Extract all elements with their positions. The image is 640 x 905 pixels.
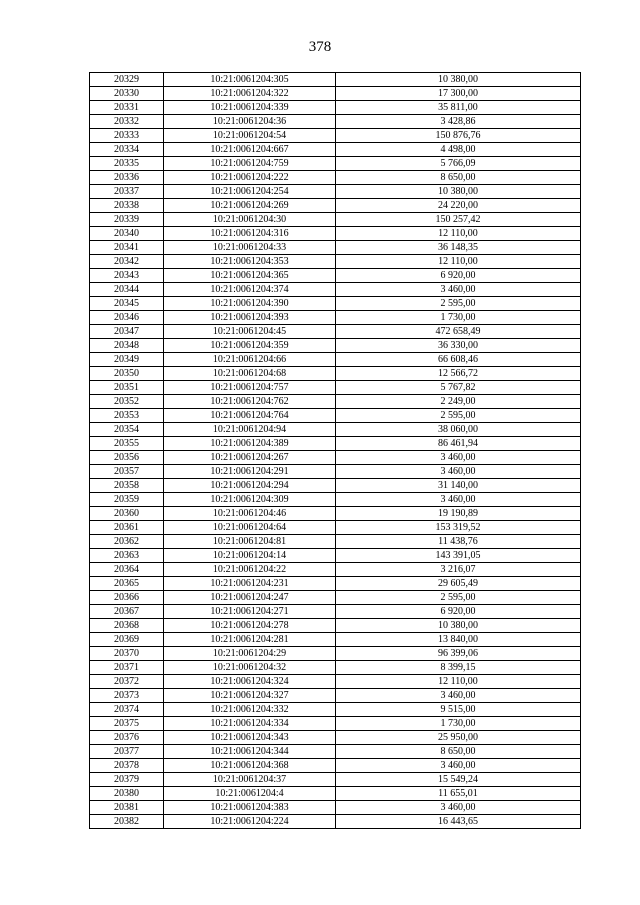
row-number-cell: 20331 [90,101,164,115]
table-row [90,549,581,563]
cadastral-number-cell: 10:21:0061204:334 [164,717,336,731]
value-cell: 153 319,52 [336,521,581,535]
value-cell: 3 460,00 [336,759,581,773]
row-number-cell: 20344 [90,283,164,297]
row-number-cell: 20365 [90,577,164,591]
table-row [90,325,581,339]
cadastral-number-cell: 10:21:0061204:309 [164,493,336,507]
value-cell: 66 608,46 [336,353,581,367]
row-number-cell: 20358 [90,479,164,493]
row-number-cell: 20379 [90,773,164,787]
row-number-cell: 20342 [90,255,164,269]
cadastral-number-cell: 10:21:0061204:64 [164,521,336,535]
cadastral-number-cell: 10:21:0061204:353 [164,255,336,269]
table-row [90,703,581,717]
cadastral-number-cell: 10:21:0061204:30 [164,213,336,227]
value-cell: 4 498,00 [336,143,581,157]
value-cell: 6 920,00 [336,269,581,283]
table-row [90,437,581,451]
value-cell: 150 257,42 [336,213,581,227]
value-cell: 35 811,00 [336,101,581,115]
value-cell: 2 595,00 [336,591,581,605]
cadastral-number-cell: 10:21:0061204:45 [164,325,336,339]
table-row [90,605,581,619]
cadastral-number-cell: 10:21:0061204:365 [164,269,336,283]
value-cell: 8 650,00 [336,745,581,759]
value-cell: 1 730,00 [336,311,581,325]
row-number-cell: 20374 [90,703,164,717]
table-row [90,689,581,703]
row-number-cell: 20353 [90,409,164,423]
row-number-cell: 20377 [90,745,164,759]
table-row [90,129,581,143]
cadastral-value-table [89,72,581,829]
cadastral-number-cell: 10:21:0061204:278 [164,619,336,633]
cadastral-number-cell: 10:21:0061204:368 [164,759,336,773]
row-number-cell: 20338 [90,199,164,213]
value-cell: 8 650,00 [336,171,581,185]
cadastral-number-cell: 10:21:0061204:383 [164,801,336,815]
table-row [90,773,581,787]
value-cell: 150 876,76 [336,129,581,143]
row-number-cell: 20354 [90,423,164,437]
row-number-cell: 20363 [90,549,164,563]
cadastral-number-cell: 10:21:0061204:231 [164,577,336,591]
cadastral-number-cell: 10:21:0061204:324 [164,675,336,689]
cadastral-number-cell: 10:21:0061204:327 [164,689,336,703]
row-number-cell: 20380 [90,787,164,801]
table-row [90,633,581,647]
table-row [90,451,581,465]
table-row [90,787,581,801]
value-cell: 12 566,72 [336,367,581,381]
value-cell: 13 840,00 [336,633,581,647]
value-cell: 5 766,09 [336,157,581,171]
cadastral-number-cell: 10:21:0061204:294 [164,479,336,493]
table-row [90,675,581,689]
row-number-cell: 20347 [90,325,164,339]
table-row [90,311,581,325]
value-cell: 2 595,00 [336,297,581,311]
table-row [90,409,581,423]
cadastral-number-cell: 10:21:0061204:393 [164,311,336,325]
cadastral-number-cell: 10:21:0061204:32 [164,661,336,675]
value-cell: 25 950,00 [336,731,581,745]
row-number-cell: 20382 [90,815,164,829]
table-row [90,367,581,381]
value-cell: 9 515,00 [336,703,581,717]
table-row [90,255,581,269]
row-number-cell: 20337 [90,185,164,199]
value-cell: 10 380,00 [336,73,581,87]
cadastral-number-cell: 10:21:0061204:339 [164,101,336,115]
value-cell: 3 216,07 [336,563,581,577]
value-cell: 3 460,00 [336,451,581,465]
row-number-cell: 20351 [90,381,164,395]
cadastral-number-cell: 10:21:0061204:46 [164,507,336,521]
value-cell: 36 148,35 [336,241,581,255]
value-cell: 3 460,00 [336,283,581,297]
table-row [90,801,581,815]
table-row [90,87,581,101]
cadastral-number-cell: 10:21:0061204:68 [164,367,336,381]
cadastral-number-cell: 10:21:0061204:762 [164,395,336,409]
cadastral-number-cell: 10:21:0061204:267 [164,451,336,465]
row-number-cell: 20357 [90,465,164,479]
cadastral-number-cell: 10:21:0061204:14 [164,549,336,563]
cadastral-number-cell: 10:21:0061204:94 [164,423,336,437]
table-row [90,507,581,521]
value-cell: 10 380,00 [336,619,581,633]
cadastral-number-cell: 10:21:0061204:305 [164,73,336,87]
value-cell: 12 110,00 [336,227,581,241]
row-number-cell: 20348 [90,339,164,353]
cadastral-number-cell: 10:21:0061204:359 [164,339,336,353]
table-row [90,73,581,87]
cadastral-number-cell: 10:21:0061204:222 [164,171,336,185]
cadastral-number-cell: 10:21:0061204:33 [164,241,336,255]
table-row [90,241,581,255]
row-number-cell: 20369 [90,633,164,647]
row-number-cell: 20340 [90,227,164,241]
value-cell: 11 655,01 [336,787,581,801]
cadastral-number-cell: 10:21:0061204:332 [164,703,336,717]
table-row [90,577,581,591]
value-cell: 143 391,05 [336,549,581,563]
row-number-cell: 20345 [90,297,164,311]
row-number-cell: 20332 [90,115,164,129]
table-row [90,521,581,535]
table-row [90,619,581,633]
value-cell: 17 300,00 [336,87,581,101]
row-number-cell: 20378 [90,759,164,773]
cadastral-number-cell: 10:21:0061204:37 [164,773,336,787]
row-number-cell: 20349 [90,353,164,367]
table-row [90,171,581,185]
row-number-cell: 20381 [90,801,164,815]
value-cell: 11 438,76 [336,535,581,549]
value-cell: 29 605,49 [336,577,581,591]
row-number-cell: 20360 [90,507,164,521]
cadastral-number-cell: 10:21:0061204:291 [164,465,336,479]
row-number-cell: 20372 [90,675,164,689]
cadastral-number-cell: 10:21:0061204:29 [164,647,336,661]
table-row [90,185,581,199]
table-row [90,297,581,311]
table-row [90,353,581,367]
row-number-cell: 20330 [90,87,164,101]
row-number-cell: 20356 [90,451,164,465]
value-cell: 1 730,00 [336,717,581,731]
table-row [90,563,581,577]
table-row [90,759,581,773]
table-row [90,591,581,605]
row-number-cell: 20364 [90,563,164,577]
table-row [90,647,581,661]
cadastral-number-cell: 10:21:0061204:54 [164,129,336,143]
value-cell: 15 549,24 [336,773,581,787]
row-number-cell: 20343 [90,269,164,283]
cadastral-number-cell: 10:21:0061204:344 [164,745,336,759]
row-number-cell: 20376 [90,731,164,745]
table-row [90,465,581,479]
table-row [90,157,581,171]
cadastral-number-cell: 10:21:0061204:271 [164,605,336,619]
value-cell: 5 767,82 [336,381,581,395]
table-row [90,143,581,157]
table-row [90,493,581,507]
row-number-cell: 20373 [90,689,164,703]
table-row [90,213,581,227]
cadastral-number-cell: 10:21:0061204:374 [164,283,336,297]
cadastral-number-cell: 10:21:0061204:269 [164,199,336,213]
row-number-cell: 20341 [90,241,164,255]
value-cell: 96 399,06 [336,647,581,661]
value-cell: 3 460,00 [336,465,581,479]
table-row [90,269,581,283]
value-cell: 19 190,89 [336,507,581,521]
value-cell: 10 380,00 [336,185,581,199]
table-row [90,283,581,297]
value-cell: 86 461,94 [336,437,581,451]
table-row [90,479,581,493]
value-cell: 3 428,86 [336,115,581,129]
row-number-cell: 20371 [90,661,164,675]
row-number-cell: 20368 [90,619,164,633]
row-number-cell: 20375 [90,717,164,731]
value-cell: 6 920,00 [336,605,581,619]
table-body [90,73,581,829]
cadastral-number-cell: 10:21:0061204:316 [164,227,336,241]
value-cell: 16 443,65 [336,815,581,829]
cadastral-number-cell: 10:21:0061204:322 [164,87,336,101]
row-number-cell: 20346 [90,311,164,325]
table-row [90,381,581,395]
value-cell: 36 330,00 [336,339,581,353]
table-row [90,395,581,409]
cadastral-number-cell: 10:21:0061204:390 [164,297,336,311]
cadastral-number-cell: 10:21:0061204:66 [164,353,336,367]
cadastral-number-cell: 10:21:0061204:247 [164,591,336,605]
value-cell: 31 140,00 [336,479,581,493]
table-row [90,227,581,241]
table-row [90,423,581,437]
value-cell: 472 658,49 [336,325,581,339]
value-cell: 24 220,00 [336,199,581,213]
table-row [90,745,581,759]
cadastral-number-cell: 10:21:0061204:757 [164,381,336,395]
cadastral-number-cell: 10:21:0061204:4 [164,787,336,801]
table-row [90,101,581,115]
row-number-cell: 20333 [90,129,164,143]
table-row [90,661,581,675]
page-number: 378 [308,39,332,55]
row-number-cell: 20352 [90,395,164,409]
row-number-cell: 20329 [90,73,164,87]
cadastral-number-cell: 10:21:0061204:343 [164,731,336,745]
cadastral-number-cell: 10:21:0061204:81 [164,535,336,549]
cadastral-number-cell: 10:21:0061204:22 [164,563,336,577]
cadastral-number-cell: 10:21:0061204:759 [164,157,336,171]
value-cell: 3 460,00 [336,801,581,815]
value-cell: 3 460,00 [336,493,581,507]
row-number-cell: 20335 [90,157,164,171]
cadastral-number-cell: 10:21:0061204:254 [164,185,336,199]
cadastral-number-cell: 10:21:0061204:36 [164,115,336,129]
table-row [90,717,581,731]
value-cell: 38 060,00 [336,423,581,437]
cadastral-number-cell: 10:21:0061204:281 [164,633,336,647]
cadastral-number-cell: 10:21:0061204:667 [164,143,336,157]
table-row [90,815,581,829]
row-number-cell: 20361 [90,521,164,535]
row-number-cell: 20367 [90,605,164,619]
row-number-cell: 20370 [90,647,164,661]
value-cell: 12 110,00 [336,675,581,689]
row-number-cell: 20359 [90,493,164,507]
value-cell: 12 110,00 [336,255,581,269]
cadastral-number-cell: 10:21:0061204:764 [164,409,336,423]
table-row [90,199,581,213]
cadastral-number-cell: 10:21:0061204:224 [164,815,336,829]
row-number-cell: 20336 [90,171,164,185]
table-row [90,115,581,129]
row-number-cell: 20339 [90,213,164,227]
table-row [90,339,581,353]
row-number-cell: 20334 [90,143,164,157]
value-cell: 3 460,00 [336,689,581,703]
row-number-cell: 20366 [90,591,164,605]
value-cell: 2 595,00 [336,409,581,423]
cadastral-number-cell: 10:21:0061204:389 [164,437,336,451]
value-cell: 8 399,15 [336,661,581,675]
table-row [90,731,581,745]
table-row [90,535,581,549]
row-number-cell: 20350 [90,367,164,381]
value-cell: 2 249,00 [336,395,581,409]
row-number-cell: 20362 [90,535,164,549]
row-number-cell: 20355 [90,437,164,451]
